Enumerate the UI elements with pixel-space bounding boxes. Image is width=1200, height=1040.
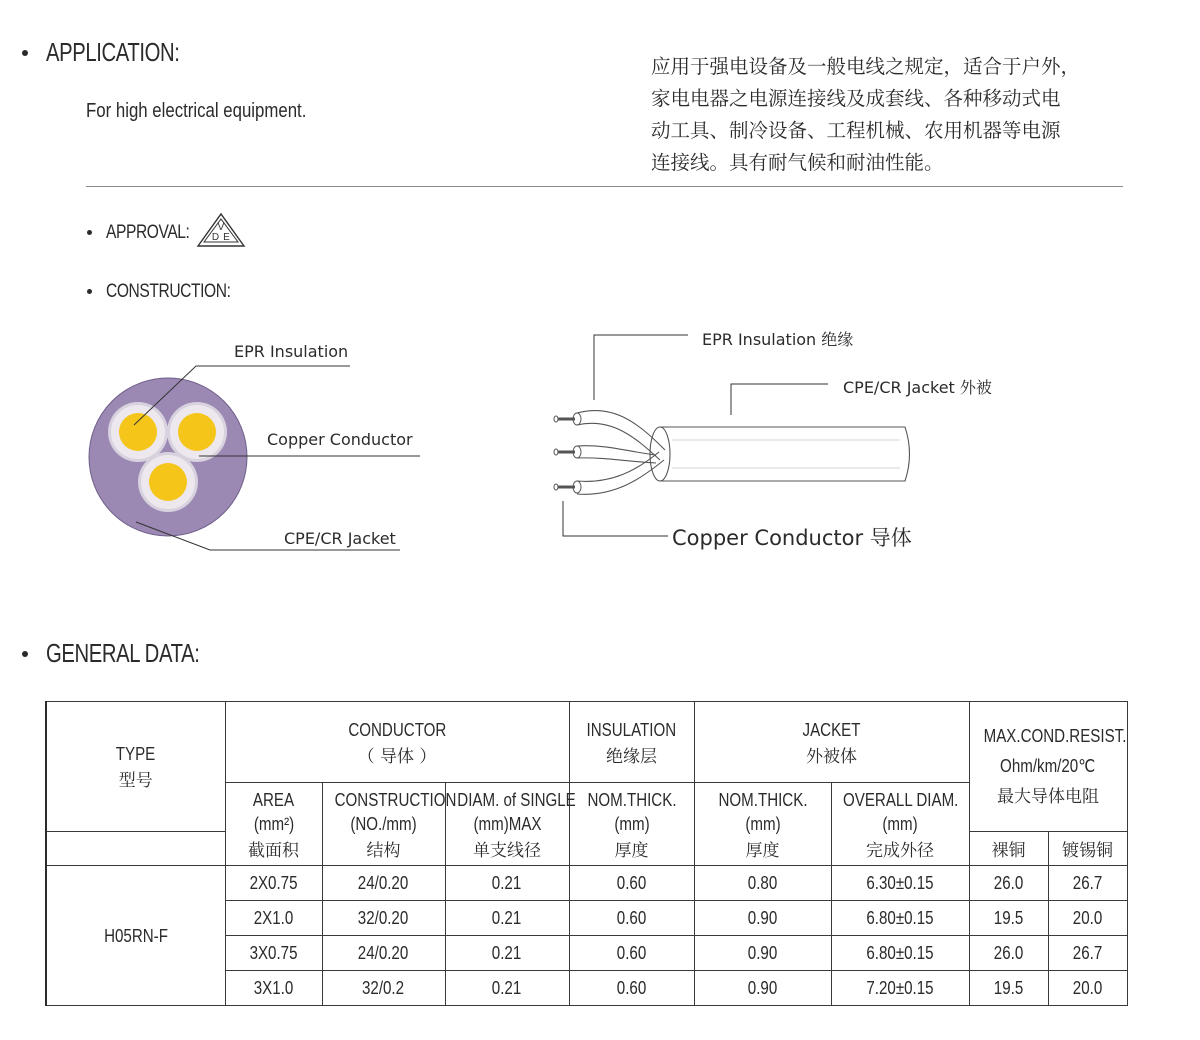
svg-text:V: V [217,222,225,233]
cell-bare: 26.0 [969,936,1048,971]
cell-area: 3X0.75 [225,936,322,971]
cell-jkt: 0.80 [694,866,831,901]
cell-overall: 6.30±0.15 [831,866,969,901]
cell-diam: 0.21 [445,901,569,936]
header-bare-cu: 裸铜 [969,832,1048,866]
header-resist: MAX.COND.RESIST. Ohm/km/20℃ 最大导体电阻 [969,702,1127,832]
side-view-jacket-label: CPE/CR Jacket 外被 [843,378,992,397]
cell-construction: 32/0.20 [322,901,445,936]
cell-ins: 0.60 [569,866,694,901]
header-jkt-thick: NOM.THICK. (mm) 厚度 [694,783,831,866]
header-overall: OVERALL DIAM. (mm) 完成外径 [831,783,969,866]
side-view-copper-label: Copper Conductor 导体 [672,526,912,550]
cell-diam: 0.21 [445,936,569,971]
svg-text:D: D [211,232,220,243]
side-view-epr-label: EPR Insulation 绝缘 [702,330,854,349]
cell-area: 2X0.75 [225,866,322,901]
cell-jkt: 0.90 [694,936,831,971]
cell-jkt: 0.90 [694,901,831,936]
general-data-bullet [22,651,28,657]
header-conductor: CONDUCTOR （ 导体 ） [225,702,569,783]
cell-construction: 24/0.20 [322,936,445,971]
cell-diam: 0.21 [445,866,569,901]
cell-diam: 0.21 [445,971,569,1006]
header-type: TYPE 型号 [46,702,225,832]
application-chinese-line: 家电电器之电源连接线及成套线、各种移动式电 [651,87,1061,110]
cell-bare: 19.5 [969,971,1048,1006]
application-heading: APPLICATION: [46,37,180,67]
general-data-table [45,701,1128,1006]
header-diam-single: DIAM. of SINGLE (mm)MAX 单支线径 [445,783,569,866]
svg-text:E: E [223,232,230,243]
cell-tinned: 26.7 [1048,866,1127,901]
cell-ins: 0.60 [569,936,694,971]
cell-tinned: 20.0 [1048,901,1127,936]
cell-construction: 24/0.20 [322,866,445,901]
approval-label: APPROVAL: [106,222,190,243]
cross-section-jacket-label: CPE/CR Jacket [284,529,396,548]
header-jacket: JACKET 外被体 [694,702,969,783]
application-chinese-line: 动工具、制冷设备、工程机械、农用机器等电源 [651,119,1061,142]
application-chinese-line: 连接线。具有耐气候和耐油性能。 [651,151,944,174]
application-chinese-line: 应用于强电设备及一般电线之规定，适合于户外， [651,55,1081,78]
header-ins-thick: NOM.THICK. (mm) 厚度 [569,783,694,866]
header-tinned-cu: 镀锡铜 [1048,832,1127,866]
cell-bare: 19.5 [969,901,1048,936]
cell-construction: 32/0.2 [322,971,445,1006]
header-construction: CONSTRUCTION (NO./mm) 结构 [322,783,445,866]
construction-label: CONSTRUCTION: [106,281,231,302]
cross-section-copper-label: Copper Conductor [267,430,413,449]
cell-tinned: 20.0 [1048,971,1127,1006]
header-insulation: INSULATION 绝缘层 [569,702,694,783]
cell-ins: 0.60 [569,971,694,1006]
general-data-heading: GENERAL DATA: [46,638,200,668]
cell-tinned: 26.7 [1048,936,1127,971]
header-area: AREA (mm²) 截面积 [225,783,322,866]
cell-bare: 26.0 [969,866,1048,901]
type-value: H05RN-F [46,866,225,1006]
cell-area: 2X1.0 [225,901,322,936]
cell-overall: 7.20±0.15 [831,971,969,1006]
table-row [46,866,1127,901]
application-english: For high electrical equipment. [86,100,307,122]
cell-ins: 0.60 [569,901,694,936]
header-type-spacer [46,832,225,866]
cross-section-epr-label: EPR Insulation [234,342,349,361]
cable-side-view [0,0,1000,560]
cell-overall: 6.80±0.15 [831,901,969,936]
cell-overall: 6.80±0.15 [831,936,969,971]
cell-jkt: 0.90 [694,971,831,1006]
cell-area: 3X1.0 [225,971,322,1006]
